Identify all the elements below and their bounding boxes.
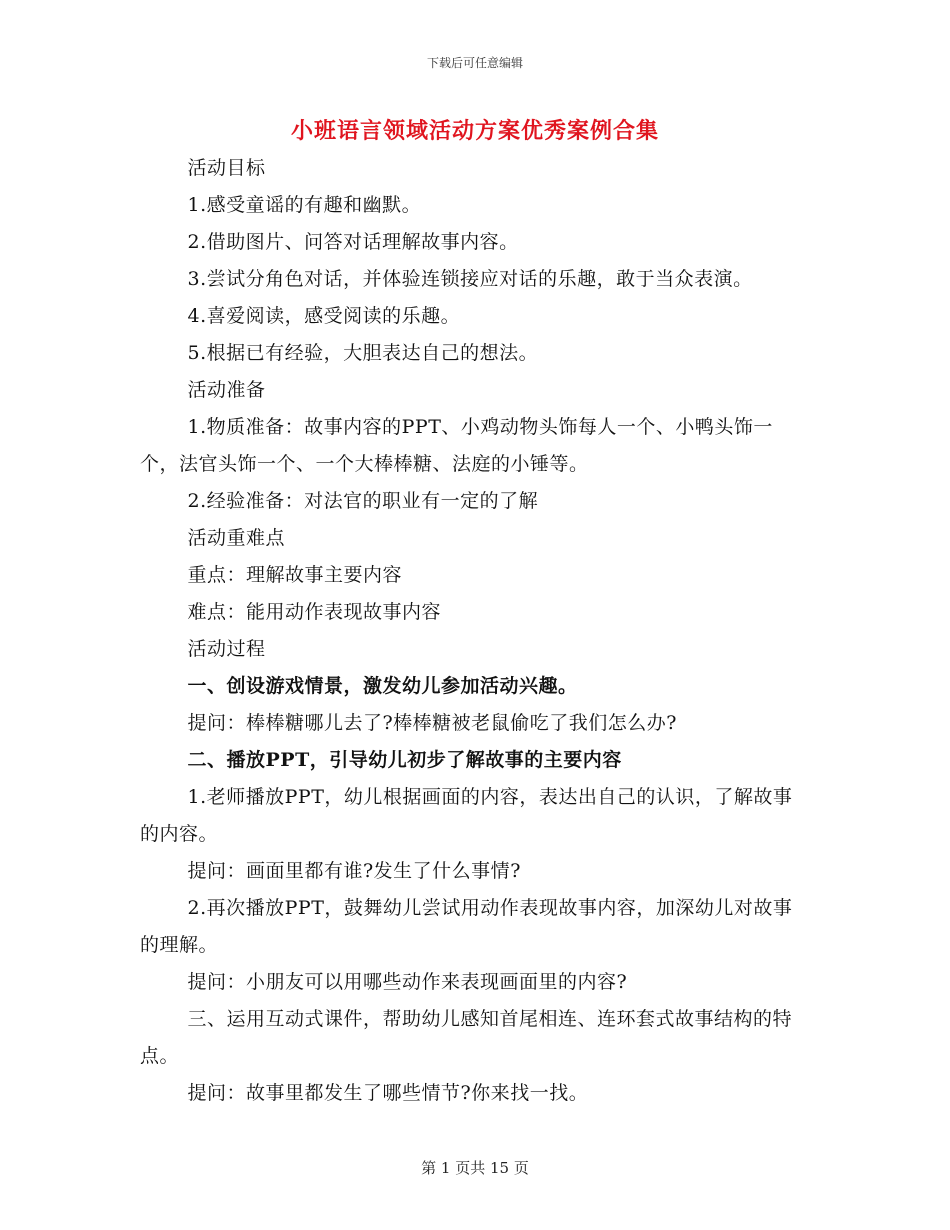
paragraph: 2.借助图片、问答对话理解故事内容。	[187, 231, 519, 253]
paragraph: 1.感受童谣的有趣和幽默。	[187, 194, 422, 216]
section-heading: 二、播放PPT，引导幼儿初步了解故事的主要内容	[187, 749, 622, 771]
paragraph: 5.根据已有经验，大胆表达自己的想法。	[187, 342, 539, 364]
paragraph: 难点：能用动作表现故事内容	[187, 601, 442, 623]
paragraph: 4.喜爱阅读，感受阅读的乐趣。	[187, 305, 461, 327]
paragraph: 重点：理解故事主要内容	[187, 564, 403, 586]
paragraph: 2.再次播放PPT，鼓舞幼儿尝试用动作表现故事内容，加深幼儿对故事的理解。	[140, 897, 793, 956]
document-title: 小班语言领域活动方案优秀案例合集	[290, 118, 659, 144]
paragraph: 活动过程	[187, 638, 266, 660]
paragraph: 活动重难点	[187, 527, 286, 549]
paragraph: 2.经验准备：对法官的职业有一定的了解	[187, 490, 539, 512]
paragraph: 活动准备	[187, 379, 266, 401]
paragraph: 3.尝试分角色对话，并体验连锁接应对话的乐趣，敢于当众表演。	[187, 268, 753, 290]
paragraph: 提问：棒棒糖哪儿去了?棒棒糖被老鼠偷吃了我们怎么办?	[187, 712, 677, 734]
page-footer: 第 1 页共 15 页	[421, 1159, 529, 1177]
paragraph: 提问：小朋友可以用哪些动作来表现画面里的内容?	[187, 971, 628, 993]
paragraph: 1.物质准备：故事内容的PPT、小鸡动物头饰每人一个、小鸭头饰一个，法官头饰一个、一个大棒棒糖、法庭的小锤等。	[140, 416, 773, 475]
page-header: 下载后可任意编辑	[426, 56, 523, 70]
paragraph: 1.老师播放PPT，幼儿根据画面的内容，表达出自己的认识，了解故事的内容。	[140, 786, 793, 845]
paragraph: 活动目标	[187, 157, 266, 179]
paragraph: 提问：故事里都发生了哪些情节?你来找一找。	[187, 1082, 589, 1104]
paragraph: 提问：画面里都有谁?发生了什么事情?	[187, 860, 521, 882]
section-heading: 一、创设游戏情景，激发幼儿参加活动兴趣。	[187, 675, 578, 697]
paragraph: 三、运用互动式课件，帮助幼儿感知首尾相连、连环套式故事结构的特点。	[140, 1008, 793, 1067]
document-body	[140, 150, 810, 1112]
